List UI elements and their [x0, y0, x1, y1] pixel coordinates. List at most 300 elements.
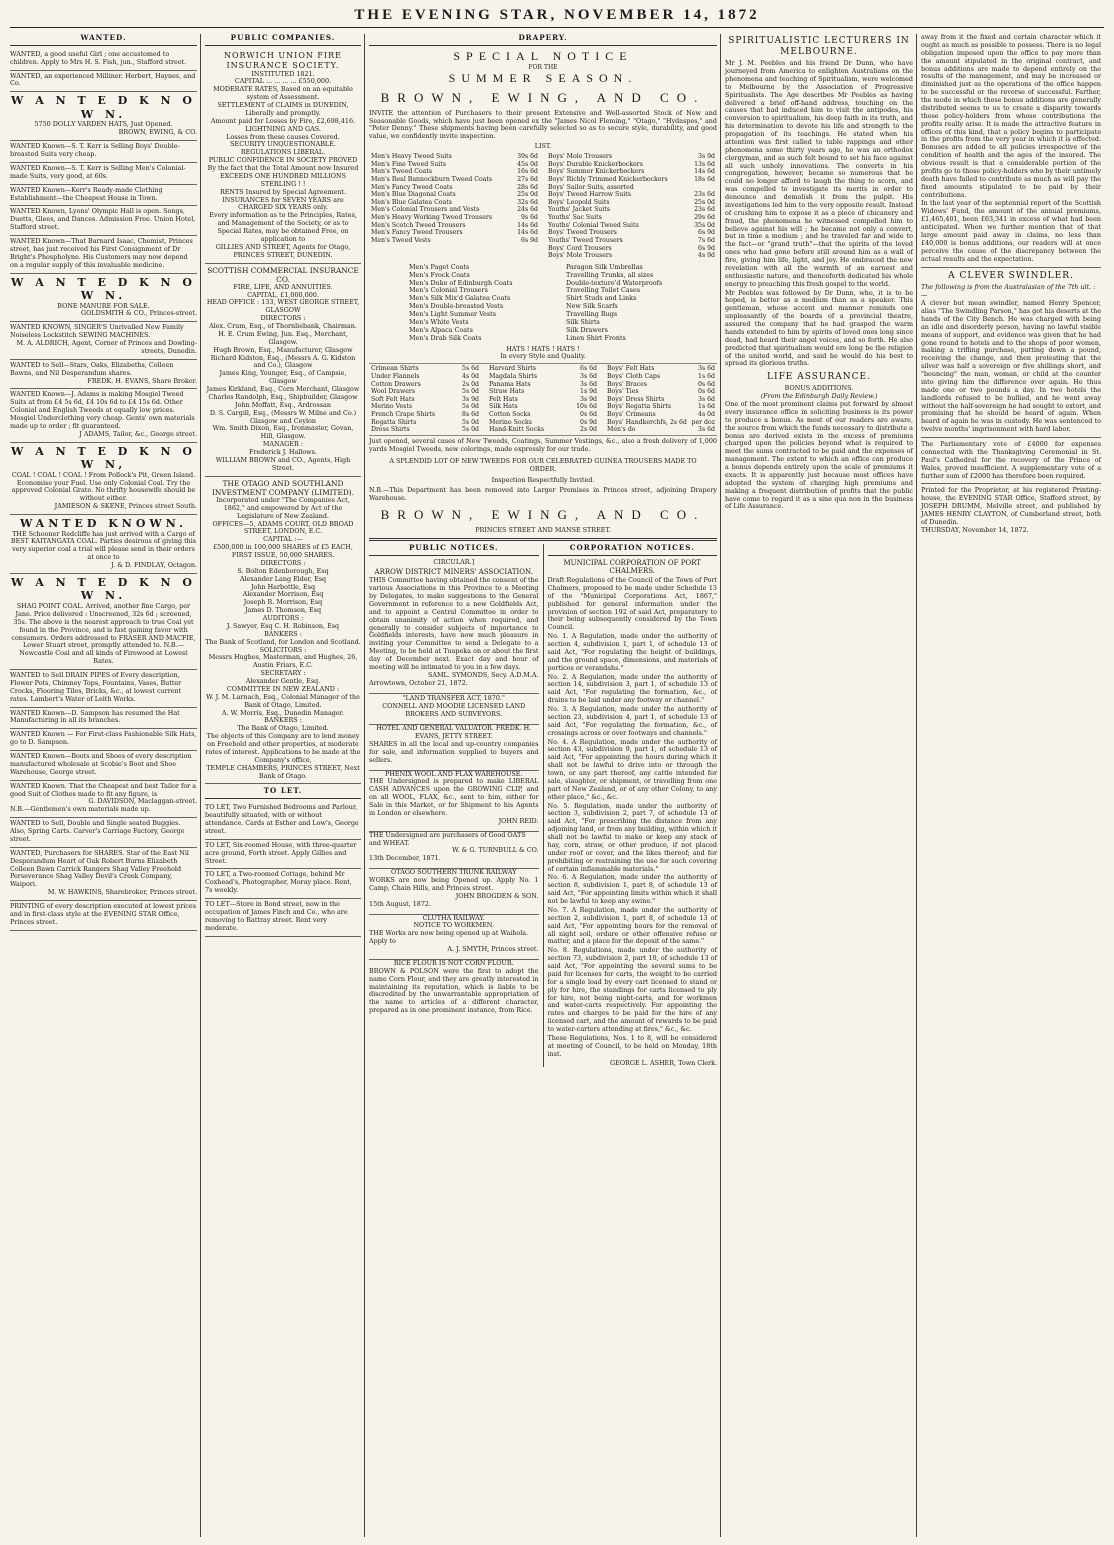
scottish-line: DIRECTORS :: [260, 314, 306, 323]
hat-price-row: [487, 388, 599, 396]
shirt-price-row-price: 5s 6d: [462, 365, 479, 373]
hat-price-row: [487, 426, 599, 434]
shirt-price-row: [369, 381, 481, 389]
price-row-item: Boys' Tweed Harrow Suits: [548, 191, 631, 199]
scottish-line: Charles Randolph, Esq., Shipbuilder, Glasgow: [208, 392, 358, 401]
boys-price-row-price: 3s 6d: [698, 365, 715, 373]
wanted-ad: [10, 751, 197, 781]
boys-price-row-price: 3s 6d: [698, 395, 715, 403]
price-row-item: Boys' Leopold Suits: [548, 198, 610, 206]
goods-item: Men's Paget Coats: [409, 262, 470, 271]
boys-price-row-item: Boys' Crimeans: [607, 411, 656, 419]
corporation-regulation: No. 3. A Regulation, made under the authority of section 23, subdivision 4, part 1, of schedule 13 of said Act, "For regulating the formation, &c., of crossings across or over footways and channels.": [547, 705, 717, 737]
boys-price-row-price: 3s 6d: [698, 426, 715, 434]
wanted-ad: [10, 848, 197, 901]
norwich-lines: [205, 78, 361, 259]
goods-list-travel: [566, 264, 717, 343]
price-row-price: 32s 6d: [517, 198, 538, 206]
price-row: [369, 229, 540, 237]
norwich-line: GILLIES AND STREET, Agents for Otago, PRINCES STREET, DUNEDIN.: [215, 242, 351, 259]
boys-price-row-item: Boys' Braces: [607, 380, 648, 388]
spiritual-paragraph: Mr Peebles was followed by Dr Dunn, who, it is to be hoped, is better as a medium than as a speaker. This gentleman, whose accent and manner reminds one unpleasantly of the boards of a provincial theatre, assured the company that he had grasped the warm hands extended to him by spirits of loved ones long since dead, had heard their angel voices, and so forth. He also predicted that spiritualism would ere long be the religion of the united world, and said he would do his best to spread its glorious truths.: [725, 288, 913, 368]
goods-item: Men's Alpaca Coats: [409, 325, 473, 334]
hat-price-row-item: Merino Socks: [489, 418, 532, 426]
hat-price-row-price: 2s 0d: [580, 426, 597, 434]
boys-price-row-item: Boys' Felt Hats: [607, 365, 655, 373]
price-row-price: 6s 9d: [521, 236, 538, 244]
otago-line: CAPITAL :—: [263, 535, 303, 544]
price-row: [369, 184, 540, 192]
otago-line: COMMITTEE IN NEW ZEALAND :: [226, 684, 340, 693]
special-notice: SPECIAL NOTICE: [453, 48, 633, 63]
public-notices-header: PUBLIC NOTICES.: [369, 544, 539, 556]
wanted-ad: [10, 670, 197, 708]
corporation-regulation: These Regulations, Nos. 1 to 8, will be considered at meeting of Council, to be held on Monday, 18th inst.: [547, 1033, 717, 1058]
prices-shirts: [369, 365, 481, 434]
goods-item: Paragon Silk Umbrellas: [566, 262, 643, 271]
wanted-ad: [10, 729, 197, 751]
swindler-intro: The following is from the Australasian of the 7th ult. :—: [921, 283, 1096, 300]
boys-price-row: [605, 426, 717, 434]
shirt-price-row-price: 4s 0d: [462, 372, 479, 380]
wanted-ad-sign: GOLDSMITH & CO., Princes-street.: [81, 309, 197, 318]
wanted-ad: [10, 92, 197, 141]
scottish-line: D. S. Cargill, Esq., (Messrs W. Milne and Co.) Glasgow and Ceylon: [209, 408, 357, 425]
goods-item: Linen Shirt Fronts: [566, 333, 626, 342]
boys-price-row: [605, 419, 717, 427]
goods-list: [409, 264, 717, 343]
price-row-item: Men's Fine Tweed Suits: [371, 160, 447, 168]
scottish-line: H. E. Crum Ewing, Jun. Esq., Merchant, Glasgow.: [218, 329, 348, 346]
public-companies-column: [200, 34, 364, 1537]
price-row: [546, 176, 717, 184]
otago-line: BANKERS :: [264, 716, 302, 725]
wanted-ad-sign: M. W. HAWKINS, Sharebroker, Princes street.: [47, 888, 197, 897]
shirt-price-row-item: Soft Felt Hats: [371, 395, 415, 403]
hat-price-row-price: 3s 6d: [580, 372, 597, 380]
bonus-paragraph: In the last year of the septennial report of the Scottish Widows' Fund, the amount of the annual premiums, £1,465,401, been £63,341 in excess of what had been anticipated. When we further mention that of that large amount paid away in claims, no less than £40,000 is bonus additions, our readers will at once perceive the cause of the discrepancy between the actual results and the expectation.: [921, 199, 1101, 263]
boys-price-row-price: 1s 6d: [698, 403, 715, 411]
public-companies-header: PUBLIC COMPANIES.: [205, 34, 361, 46]
goods-item: Men's Silk Mix'd Galatea Coats: [409, 294, 511, 303]
wanted-ad: [10, 818, 197, 848]
shirt-price-row: [369, 388, 481, 396]
price-row-item: Youths' Tweed Trousers: [548, 236, 623, 244]
otago-lines: [205, 497, 361, 781]
polson-body: BROWN & POLSON were the first to adopt the name Corn Flour, and they are greatly interested in maintaining its reputation, which is liable to be discredited by the unwarrantable appropriation of the name to articles of a different character, prepared as in one prominent instance, from Rice.: [369, 966, 539, 1015]
wanted-ad-sign: JAMIESON & SKENE, Princes street South.: [54, 502, 197, 511]
price-row-price: 23s 6d: [694, 206, 715, 214]
price-row-item: Boys' Richly Trimmed Knickerbockers: [548, 175, 668, 183]
price-list: [369, 153, 717, 260]
drapery-address: PRINCES STREET AND MANSE STREET.: [475, 526, 611, 535]
hat-price-row-price: 0s 6d: [580, 411, 597, 419]
oats-date: 13th December, 1871.: [369, 854, 441, 863]
norwich-line: Amount paid for Losses by Fire, £2,698,416.: [210, 116, 356, 125]
otago-line: SOLICITORS :: [259, 645, 307, 654]
spiritualism-column: [720, 34, 916, 1537]
price-row-price: 13s 6d: [694, 160, 715, 168]
works-sign: JOHN BROGDEN & SON.: [455, 891, 539, 900]
norwich-title: NORWICH UNION FIRE INSURANCE SOCIETY.: [223, 50, 342, 70]
price-row: [369, 214, 540, 222]
shirt-price-row-price: 3s 9d: [462, 395, 479, 403]
boys-price-row: [605, 381, 717, 389]
hat-price-row-price: 1s 9d: [580, 388, 597, 396]
shirt-price-row-price: 2s 0d: [462, 380, 479, 388]
phenix-title: PHENIX WOOL AND FLAX WAREHOUSE.: [385, 769, 523, 778]
right-column: [916, 34, 1104, 1537]
price-row-price: 29s 6d: [694, 214, 715, 222]
otago-investment-ad: [205, 477, 361, 785]
price-row-price: 23s 6d: [694, 191, 715, 199]
wanted-ad-text: COAL ! COAL ! COAL ! From Pollock's Pit, Green Island. Economise your Fuel. Use only Colonial Coal. Try the approved Colonial Grate. No thrifty housewife should be without either.: [11, 470, 196, 503]
circular: CIRCULAR.]: [433, 557, 475, 566]
price-row: [546, 245, 717, 253]
price-row-item: Boys' Tweed Trousers: [548, 229, 617, 237]
hats-banner: HATS ! HATS ! HATS !: [506, 344, 580, 353]
hat-price-row-item: Harvard Shirts: [489, 365, 536, 373]
wanted-ad-title: W A N T E D K N O W N.: [11, 275, 196, 303]
scottish-line: John Moffatt, Esq., Ardrossan: [235, 400, 331, 409]
wanted-ad: [10, 901, 197, 931]
price-row-price: 14s 6d: [694, 168, 715, 176]
goods-item: Men's Duke of Edinburgh Coats: [409, 278, 513, 287]
price-row: [546, 153, 717, 161]
norwich-line: Losses from these causes Covered.: [226, 132, 340, 141]
otago-line: James D. Thomson, Esq: [244, 606, 322, 615]
arrow-sign: SAML. SYMONDS, Secy. A.D.M.A.: [427, 670, 539, 679]
wanted-ad-note: N.B.—Gentlemen's own materials made up.: [10, 805, 151, 814]
shirt-price-row: [369, 365, 481, 373]
wanted-ad-text: THE Schooner Redcliffe has just arrived with a Cargo of BEST KAITANGATA COAL. Parties desirous of giving this very superior coal a trial will please send in their orders at once to: [10, 529, 197, 562]
public-notices-column: [369, 544, 544, 1067]
boys-price-row: [605, 396, 717, 404]
drapery-trousers: A SPLENDID LOT OF NEW TWEEDS FOR OUR CELEBRATED GUINEA TROUSERS MADE TO ORDER.: [389, 456, 697, 473]
hat-price-row-item: Magdala Shirts: [489, 372, 538, 380]
goods-item: Men's Colonial Trousers: [409, 286, 488, 295]
price-list-boys: [546, 153, 717, 260]
wanted-ad: [10, 206, 197, 236]
scottish-line: James Kirkland, Esq., Corn Merchant, Glasgow: [206, 385, 360, 394]
swindler-body: A clever but mean swindler, named Henry Spencer, alias "The Swindling Parson," has got his deserts at the hands of the City Bench. He was charged with being an idle and disorderly person, having no lawful visible means of support, and evidence was given that he had gone round to hotels and to the shops of poor women, making a trifling purchase, putting down a pound, receiving the change, and then protesting that the silver was half a sovereign or five shillings short, and "bouncing" the man, woman, or child at the counter into giving him the difference over again. He thus made one or two pounds a day. In two hotels the landlords refused to be bullied, and he went away without the half-sovereign he had sought to extort, and promising that he should be heard of again. When heard of again he was in custody. He was sentenced to twelve months' imprisonment with hard labor.: [921, 299, 1101, 434]
price-row-item: Men's Tweed Coats: [371, 168, 433, 176]
to-let-text: TO LET—Store in Bond street, now in the occupation of James Finch and Co., who are removing to Rattray street. Rent very moderate.: [205, 900, 348, 932]
works-notice: WORKS are now being Opened up. Apply No. 1 Camp, Chain Hills, and Princes street.: [369, 876, 539, 892]
hat-price-row-price: 10s 6d: [576, 403, 597, 411]
shirt-price-row-item: Under Flannels: [371, 372, 420, 380]
drapery-firm-2: BROWN, EWING, AND CO.: [380, 507, 706, 523]
otago-line: AUDITORS :: [262, 614, 304, 623]
price-row-item: Men's Heavy Tweed Suits: [371, 153, 452, 161]
price-row: [546, 184, 717, 192]
wanted-ad: [10, 515, 197, 574]
boys-price-row-item: Boys' Regatta Shirts: [607, 403, 672, 411]
hat-price-row-item: Cotton Socks: [489, 411, 531, 419]
boys-price-row: [605, 373, 717, 381]
hat-price-row-price: 3s 6d: [580, 380, 597, 388]
shirt-price-row-price: 5s 0d: [462, 388, 479, 396]
drapery-firm: BROWN, EWING, AND CO.: [380, 89, 706, 105]
scottish-line: Alex. Crum, Esq., of Thornliebank, Chairman.: [209, 322, 357, 331]
corporation-title: MUNICIPAL CORPORATION OF PORT CHALMERS.: [563, 558, 701, 576]
wanted-ad-text: WANTED to Sell DRAIN PIPES of Every description, Flower Pots, Chimney Tops, Fountains, Vases, Butter Crocks, Flooring Tiles, Bricks, &c., at lowest current rates. Lambert's Water of Leith Works.: [10, 671, 182, 703]
price-row-price: 6s 9d: [698, 229, 715, 237]
shirt-price-row-item: Regatta Shirts: [371, 418, 417, 426]
swindler-title: A CLEVER SWINDLER.: [921, 267, 1101, 282]
shirt-price-row: [369, 403, 481, 411]
boys-price-row-price: 4s 0d: [698, 411, 715, 419]
life-body: [725, 401, 913, 511]
goods-list-coats: [409, 264, 560, 343]
oats-notice: THE Undersigned are purchasers of Good OATS and WHEAT.: [369, 830, 526, 847]
wanted-ad: [10, 389, 197, 442]
norwich-instituted: INSTITUTED 1821.: [251, 69, 315, 78]
goods-item: Men's Frock Coats: [409, 270, 470, 279]
boys-price-row-item: Men's do: [607, 426, 636, 434]
to-let-ad: [205, 869, 361, 899]
otago-line: Messrs Hughes, Masterman, and Hughes, 26, Austin Friars, E.C.: [208, 653, 358, 670]
arrow-title: ARROW DISTRICT MINERS' ASSOCIATION.: [374, 567, 533, 576]
boys-price-row: [605, 388, 717, 396]
wanted-ad-sign: FREDK. H. EVANS, Share Broker.: [87, 376, 197, 385]
wanted-column: [10, 34, 200, 1537]
wanted-ad: [10, 322, 197, 360]
price-row: [369, 191, 540, 199]
oats-sign: W. & G. TURNBULL & CO.: [452, 846, 539, 855]
wanted-ad-text: WANTED Known—S. T. Kerr is Selling Boys' Double-breasted Suits very cheap.: [10, 142, 180, 159]
boys-price-row-item: Boys' Cloth Caps: [607, 372, 661, 380]
price-row-item: Men's Heavy Working Tweed Trousers: [371, 214, 493, 222]
price-row-item: Boys' Summer Knickerbockers: [548, 168, 645, 176]
price-row-price: 14s 6d: [517, 229, 538, 237]
corporation-regulations: [548, 633, 718, 1058]
wanted-ad: [10, 274, 197, 323]
price-row-price: 18s 6d: [694, 175, 715, 183]
price-row-price: 3s 9d: [698, 153, 715, 161]
boys-price-row: [605, 411, 717, 419]
norwich-line: EXCEEDS ONE HUNDRED MILLIONS STERLING ! !: [220, 171, 346, 188]
price-row: [369, 206, 540, 214]
boys-price-row-item: Boys' Dress Shirts: [607, 395, 665, 403]
wanted-ad-title: W A N T E D K N O W N.: [11, 575, 196, 603]
goods-item: Travelling Trunks, all sizes: [566, 270, 654, 279]
notices-row: [369, 544, 717, 1067]
otago-line: BANKERS :: [264, 629, 302, 638]
goods-item: Men's White Vests: [409, 317, 469, 326]
price-row-price: 45s 0d: [517, 160, 538, 168]
norwich-line: SECURITY UNQUESTIONABLE.: [230, 140, 336, 149]
otago-line: Alexander Lang Elder, Esq: [239, 574, 327, 583]
hat-price-row-price: 3s 9d: [580, 395, 597, 403]
wanted-ad: [10, 49, 197, 71]
price-row: [369, 153, 540, 161]
price-row-item: Men's Blue Diagonal Coats: [371, 191, 456, 199]
wanted-ad-sign: BROWN, EWING, & CO.: [118, 128, 197, 137]
wanted-ad: [10, 163, 197, 185]
price-row-item: Men's Scotch Tweed Trousers: [371, 221, 466, 229]
arrow-date: Arrowtown, October 21, 1872.: [369, 678, 468, 687]
price-row-price: 39s 6d: [517, 153, 538, 161]
otago-line: Alexander Morrison, Esq: [242, 590, 324, 599]
land-act: "LAND TRANSFER ACT, 1870.": [402, 693, 505, 702]
wanted-ad: [10, 185, 197, 207]
life-sub: BONUS ADDITIONS.: [784, 384, 854, 393]
price-row: [546, 252, 717, 260]
price-row: [546, 199, 717, 207]
shirt-price-row-item: Cotton Drawers: [371, 380, 421, 388]
notice-to-workmen: NOTICE TO WORKMEN.: [413, 921, 495, 930]
price-row: [369, 237, 540, 245]
otago-line: Incorporated under "The Companies Act, 1862," and empowered by Act of the Legislature of New Zealand.: [216, 495, 350, 520]
hat-price-row-item: Hand-Knitt Socks: [489, 426, 545, 434]
norwich-line: RENTS Insured by Special Agreement.: [219, 187, 347, 196]
wanted-ad-text: WANTED Known. That the Cheapest and best Tailor for a good Suit of Clothes made to fit any figure, is: [10, 781, 197, 798]
scottish-line: James King, Younger, Esq., of Campsie, Glasgow: [219, 369, 347, 386]
wanted-ad-text: WANTED Known—Boots and Shoes of every description manufactured wholesale at Scobie's Boot and Shoe Warehouse, George street.: [10, 752, 192, 776]
wanted-header: WANTED.: [10, 34, 197, 46]
spiritual-body: [725, 60, 913, 368]
to-let-text: TO LET, Six-roomed House, with three-quarter acre ground, Forth street. Apply Gillies and Street.: [205, 840, 357, 865]
otago-line: OFFICES—5, ADAMS COURT, OLD BROAD STREET, LONDON, E.C.: [212, 519, 354, 536]
swindler-rule: [921, 437, 1101, 438]
corporation-sign: GEORGE L. ASHER, Town Clerk.: [610, 1058, 717, 1067]
price-row-item: Men's Fancy Tweed Coats: [371, 183, 453, 191]
works-date: 15th August, 1872.: [369, 899, 431, 908]
norwich-line: Every information as to the Principles, Rates, and Management of the Society, or as to Special Rates, may be obtained Free, on application to: [209, 211, 357, 243]
price-row-item: Youths' Jacket Suits: [548, 206, 610, 214]
otago-line: DIRECTORS :: [260, 558, 306, 567]
wanted-ad-sign: G. DAVIDSON, Maclaggan-street.: [88, 797, 197, 806]
price-row-item: Boys' Sailor Suits, assorted: [548, 183, 634, 191]
to-let-text: TO LET, a Two-roomed Cottage, behind Mr Coxhead's, Photographer, Moray place. Rent, 7s weekly.: [205, 870, 352, 895]
price-row: [369, 161, 540, 169]
price-row-item: Boys' Mole Trousers: [548, 153, 613, 161]
shirt-price-row-item: French Crape Shirts: [371, 411, 436, 419]
norwich-line: CAPITAL ... ... ... ... £550,000.: [234, 77, 332, 86]
price-row: [546, 191, 717, 199]
price-row-price: 35s 0d: [694, 221, 715, 229]
wanted-ad-text: WANTED Known — For First-class Fashionable Silk Hats, go to D. Sampson.: [10, 730, 197, 747]
boys-price-row: [605, 403, 717, 411]
clutha-title: CLUTHA RAILWAY.: [422, 913, 485, 922]
masthead: THE EVENING STAR, NOVEMBER 14, 1872: [354, 7, 760, 23]
drapery-header: DRAPERY.: [369, 34, 717, 46]
hats-sub: In every Style and Quality.: [500, 352, 586, 361]
goods-item: New Silk Scarfs: [566, 302, 618, 311]
wanted-ad-sign: M. A. ALDRICH, Agent, Corner of Princes and Dowling-streets, Dunedin.: [16, 339, 197, 355]
wanted-ad: [10, 360, 197, 390]
hat-price-row-item: Panama Hats: [489, 380, 531, 388]
life-paragraph: One of the most prominent claims put forward by almost every insurance office in soliciting business is its power to produce a bonus. As most of our readers are aware, the source from which the funds necessary to distribute a bonus are derived exists in the excess of premiums charged upon the policies beyond what is required to meet the sums contracted to be paid and the expenses of management. The extent to which an office can produce a bonus depends entirely upon the scale of premiums it exacts. It is apparently just because most offices have adopted the system of charging high premiums and making a frequent distribution of profits that the public have come to regard it as a sine qua non in the business of Life Assurance.: [725, 400, 913, 511]
boys-price-row-item: Boys' Ties: [607, 388, 639, 396]
price-row-price: 16s 6d: [517, 168, 538, 176]
hat-price-row-price: 0s 9d: [580, 418, 597, 426]
price-row: [546, 222, 717, 230]
otago-line: J. Sawyer, Esq C. H. Robinson, Esq: [226, 621, 340, 630]
scottish-line: Wm. Smith Dixon, Esq., Ironmaster, Govan, Hill, Glasgow.: [212, 424, 354, 441]
price-row-item: Men's Fancy Tweed Trousers: [371, 229, 463, 237]
corporation-regulation: No. 8. Regulations, made under the authority of section 73, subdivision 2, part 10, of schedule 13 of said Act, "For appointing the several sums to be paid for licenses for carts, the weight to be carried for a single load by every cart licensed to stand or ply for hire, the standings for carts licensed to ply for hire, not being night-carts, and for workmen and water-carts respectively. For appointing the rates and charges to be paid for the hire of any licensed cart, and the amount of rewards to be paid to water-carters attending at fires," &c., &c.: [547, 946, 717, 1034]
otago-investment-title: THE OTAGO AND SOUTHLAND INVESTMENT COMPANY (LIMITED).: [211, 478, 355, 497]
to-let-text: TO LET, Two Furnished Bedrooms and Parlour, beautifully situated, with or without attendance. Cards at Esther and Low's, George street.: [205, 803, 359, 835]
corporation-regulation: No. 7. A Regulation, made under the authority of section 2, subdivision 1, part 8, of schedule 13 of said Act, "For appointing hours for the removal of all night soil, ordure or other offensive refuse or matter, and a place for the deposit of the same.": [547, 905, 717, 946]
drapery-opened: Just opened, several cases of New Tweeds, Coatings, Summer Vestings, &c., also a fresh delivery of 1,000 yards Mosgiel Tweeds, new colorings, made expressly for our trade.: [369, 436, 717, 453]
hat-price-row: [487, 403, 599, 411]
wanted-ad-text: WANTED, an experienced Milliner. Herbert, Haynes, and Co.: [10, 71, 196, 88]
norwich-line: MODERATE RATES, Based on an equitable system of Assessment.: [213, 85, 353, 102]
printed-rule: [921, 483, 1101, 484]
wanted-ad-sign: J. & D. FINDLAY, Octagon.: [111, 561, 197, 570]
drapery-inspection: Inspection Respectfully Invited.: [491, 476, 595, 485]
price-row-price: 24s 6d: [517, 206, 538, 214]
railway-title: OTAGO SOUTHERN TRUNK RAILWAY: [391, 868, 517, 877]
masthead-rule: [10, 27, 1104, 28]
corporation-regulation: No. 2. A Regulation, made under the authority of section 14, subdivision 3, part 1, of schedule 13 of said Act, "For regulating the formation, &c., of drains to be laid under any footway or channel.": [547, 672, 717, 705]
prices-boys: [605, 365, 717, 434]
goods-item: Men's Drab Silk Coats: [409, 333, 482, 342]
hat-price-row-item: Felt Hats: [489, 395, 518, 403]
shirt-price-row: [369, 396, 481, 404]
shirt-price-row: [369, 419, 481, 427]
wanted-ad-title: W A N T E D K N O W N.: [11, 94, 196, 121]
wanted-ad-text: WANTED Known, Lyons' Olympic Hall is open. Songs, Duetts, Glees, and Dances. Admission Free. Union Hotel, Stafford street.: [10, 207, 196, 232]
goods-item: Silk Drawers: [566, 325, 608, 334]
hat-price-row-item: Silk Hats: [489, 403, 518, 411]
otago-line: John Harbottle, Esq: [250, 582, 316, 591]
shirt-prices: [369, 363, 717, 436]
corporation-regulation: No. 5. Regulation, made under the authority of section 3, subdivision 2, part 7, of schedule 13 of said Act, "For prescribing the distance from any adjoining land, or from any building, within which it shall not be lawful to make or keep any stack of hay, corn, straw, or other produce, if not placed under roof or cover, and the likes thereof; and for prohibiting or restraining the use for such covering of certain inflammable materials.": [547, 801, 717, 873]
wanted-ads: [10, 49, 197, 931]
to-let-ad: [205, 840, 361, 870]
to-let-ad: [205, 899, 361, 937]
norwich-line: REGULATIONS LIBERAL.: [240, 148, 326, 157]
hat-price-row: [487, 411, 599, 419]
drapery-column: [364, 34, 720, 1537]
wanted-ad-title: W A N T E D K N O W N,: [11, 444, 196, 472]
boys-price-row-price: per doz: [691, 418, 715, 426]
shirt-price-row-item: Dress Shirts: [371, 426, 410, 434]
price-row-price: 9s 6d: [521, 214, 538, 222]
hat-price-row: [487, 419, 599, 427]
hat-price-row: [487, 396, 599, 404]
otago-line: TEMPLE CHAMBERS, PRINCES STREET, Next Bank of Otago.: [206, 763, 360, 780]
price-row-price: 25s 0d: [694, 198, 715, 206]
otago-line: The Bank of Scotland, for London and Scotland.: [205, 637, 361, 646]
price-row: [546, 237, 717, 245]
wanted-ad-text: WANTED to Sell, Double and Single seated Buggies. Also, Spring Carts. Carver's Carriage Factory, George street.: [10, 819, 185, 843]
norwich-line: LIGHTNING AND GAS.: [245, 124, 321, 133]
norwich-line: SETTLEMENT of CLAIMS in DUNEDIN, Liberally and promptly.: [217, 101, 349, 117]
wanted-ad-text: WANTED Known—That Barnard Isaac, Chemist, Princes street, has just received his First Consignment of Dr Bright's Phospholyne. His Customers may now depend on a regular supply of this invaluable medicine.: [10, 237, 193, 269]
price-row-price: 14s 6d: [517, 221, 538, 229]
wanted-ad-text: WANTED Known—D. Sampson has resumed the Hat Manufacturing in all its branches.: [10, 708, 180, 725]
shirt-price-row-item: Wool Drawers: [371, 388, 416, 396]
corporation-column: [544, 544, 718, 1067]
wanted-ad-text: PRINTING of every description executed at lowest prices and in first-class style at the EVENING STAR Office, Princes street.: [10, 902, 196, 926]
boys-price-row-item: Boys' Handkerchfs, 2s 6d: [607, 418, 687, 426]
corporation-body: Draft Regulations of the Council of the Town of Port Chalmers, proposed to be made under Schedule 13 of the "Municipal Corporations Act, 1867," published for general information under the provision of section 192 of said Act, preparatory to their being subsequently considered by the Town Council.: [547, 576, 717, 632]
wanted-ad-text: WANTED Known—J. Adams is making Mosgiel Tweed Suits at from £4 5s 6d, £4 10s 6d to £4 15s 6d. Other Colonial and English Tweeds at equally low prices. Mosgiel Underclothing very cheap. Gents' own materials made up to order ; fit guaranteed.: [10, 390, 195, 430]
shares-notice: SHARES in all the local and up-country companies for sale, and information supplied to buyers and sellers.: [369, 739, 539, 764]
price-row-item: Boys' Cord Trousers: [548, 244, 612, 252]
boys-price-row-price: 0s 6d: [698, 388, 715, 396]
hat-price-row: [487, 381, 599, 389]
hat-price-row: [487, 373, 599, 381]
hotel-valuator: HOTEL AND GENERAL VALUATOR. FREDK. H. EVANS, JETTY STREET.: [376, 724, 532, 741]
goods-item: Travelling Toilet Cases: [566, 286, 641, 295]
goods-item: Men's Light Summer Vests: [409, 310, 497, 319]
